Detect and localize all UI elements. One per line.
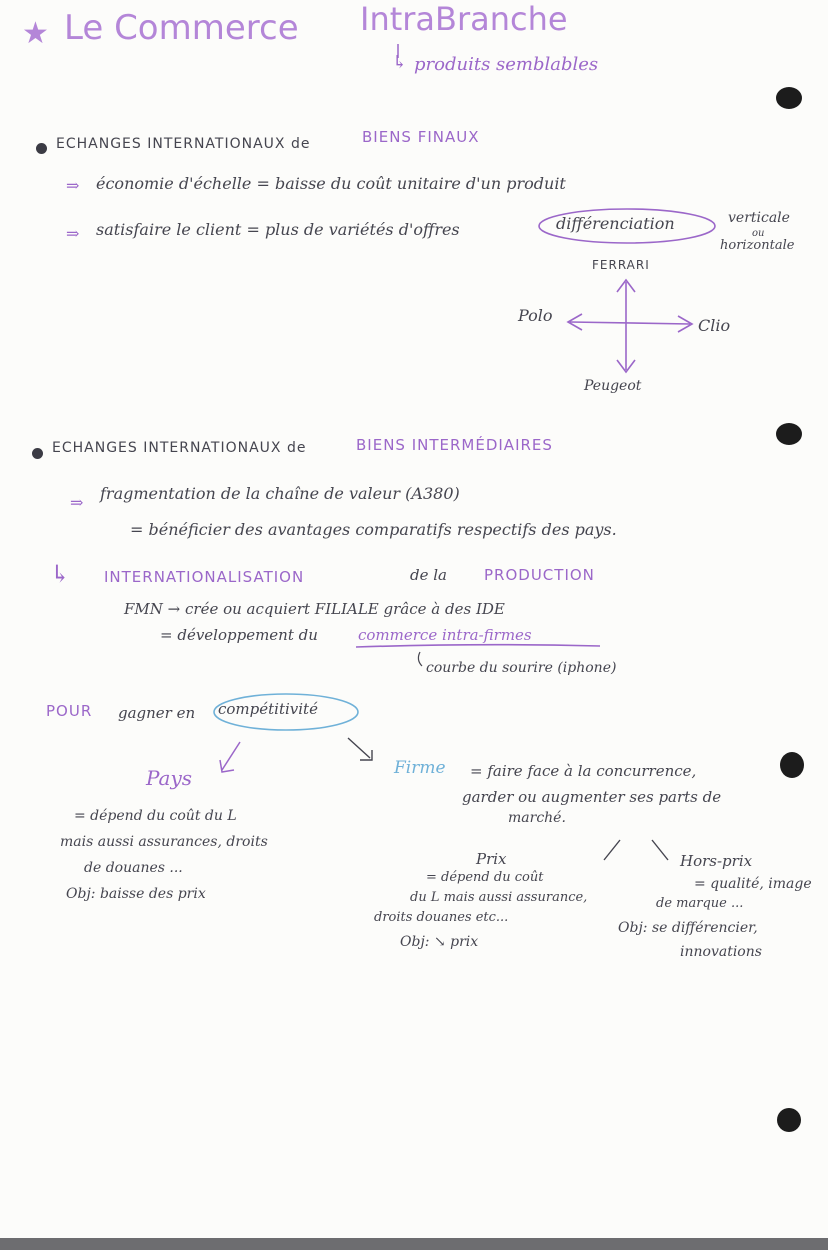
section2-heading-accent: BIENS INTERMÉDIAIRES: [356, 436, 553, 454]
section2-line3: FMN → crée ou acquiert FILIALE grâce à des IDE: [124, 600, 505, 618]
pays-label: Pays: [146, 766, 193, 790]
pays-line-4: Obj: baisse des prix: [66, 886, 206, 902]
arrow-to-pays: [220, 742, 240, 772]
gagner-label: gagner en: [118, 704, 196, 722]
pays-line-1: = dépend du coût du L: [74, 808, 237, 824]
page-title-accent: IntraBranche: [360, 0, 568, 38]
arrow-icon: ⇒: [70, 493, 84, 512]
side-note-top: verticale: [728, 210, 790, 226]
firme-line-1: = faire face à la concurrence,: [470, 762, 697, 780]
arrow-to-firme: [348, 738, 372, 760]
section1-line1: économie d'échelle = baisse du coût unitaire d'un produit: [96, 174, 566, 193]
diagram-label-right: Clio: [698, 316, 731, 335]
page-title-main: Le Commerce: [64, 8, 299, 48]
diagram-label-top: FERRARI: [592, 258, 650, 272]
section2-subheading-end: PRODUCTION: [484, 566, 595, 584]
hors-prix-label: Hors-prix: [680, 852, 753, 870]
hors-prix-line-2: de marque ...: [656, 896, 744, 911]
title-star: ★: [22, 16, 49, 51]
arrow-icon: ⇒: [66, 176, 80, 195]
section2-subheading-accent: INTERNATIONALISATION: [104, 568, 305, 586]
pays-line-2: mais aussi assurances, droits: [60, 834, 268, 850]
underline-intra-firmes: [356, 645, 600, 647]
diagram-horizontal-axis: [570, 322, 690, 324]
competitivite-label: compétitivité: [218, 700, 318, 718]
section2-line5: courbe du sourire (iphone): [426, 660, 617, 676]
diagram-label-bottom: Peugeot: [584, 378, 642, 394]
side-note-mid: ou: [752, 228, 765, 239]
prix-line-4: Obj: ↘ prix: [400, 934, 479, 950]
circle-competitivite: [214, 694, 358, 730]
section1-circled-term: différenciation: [556, 214, 675, 233]
pays-line-3: de douanes ...: [84, 860, 183, 876]
courbe-mark: [418, 652, 422, 666]
firme-line-2: garder ou augmenter ses parts de: [462, 788, 722, 806]
branch-prix: [604, 840, 620, 860]
section1-heading-accent: BIENS FINAUX: [362, 128, 480, 146]
firme-label: Firme: [394, 758, 446, 778]
branch-hors-prix: [652, 840, 668, 860]
title-subtitle-arrow: ↳: [392, 52, 408, 73]
prix-line-3: droits douanes etc...: [374, 910, 509, 925]
prix-label: Prix: [476, 850, 507, 868]
section2-subheading-mid: de la: [410, 566, 447, 584]
arrow-icon: ⇒: [66, 224, 80, 243]
pour-label: POUR: [46, 702, 93, 720]
section2-line2: = bénéficier des avantages comparatifs respectifs des pays.: [130, 520, 617, 539]
return-arrow-icon: ↳: [50, 560, 71, 588]
section2-line1: fragmentation de la chaîne de valeur (A380): [100, 484, 460, 503]
section2-line4-prefix: = développement du: [160, 626, 318, 644]
page-subtitle: produits semblables: [414, 54, 599, 75]
firme-line-3: marché.: [508, 810, 566, 826]
diagram-label-left: Polo: [518, 306, 553, 325]
circle-differenciation: [539, 209, 715, 243]
hors-prix-line-3: Obj: se différencier,: [618, 920, 758, 936]
section1-heading-prefix: ECHANGES INTERNATIONAUX de: [56, 136, 311, 152]
section2-heading-prefix: ECHANGES INTERNATIONAUX de: [52, 440, 307, 456]
section1-line2: satisfaire le client = plus de variétés d'offres: [96, 220, 460, 239]
prix-line-1: = dépend du coût: [426, 870, 544, 885]
prix-line-2: du L mais aussi assurance,: [410, 890, 588, 905]
page-bottom-edge: [0, 1238, 828, 1250]
hors-prix-line-1: = qualité, image: [694, 876, 812, 892]
section2-line4-underlined: commerce intra-firmes: [358, 626, 532, 644]
side-note-bottom: horizontale: [720, 238, 795, 253]
hors-prix-line-4: innovations: [680, 944, 762, 960]
